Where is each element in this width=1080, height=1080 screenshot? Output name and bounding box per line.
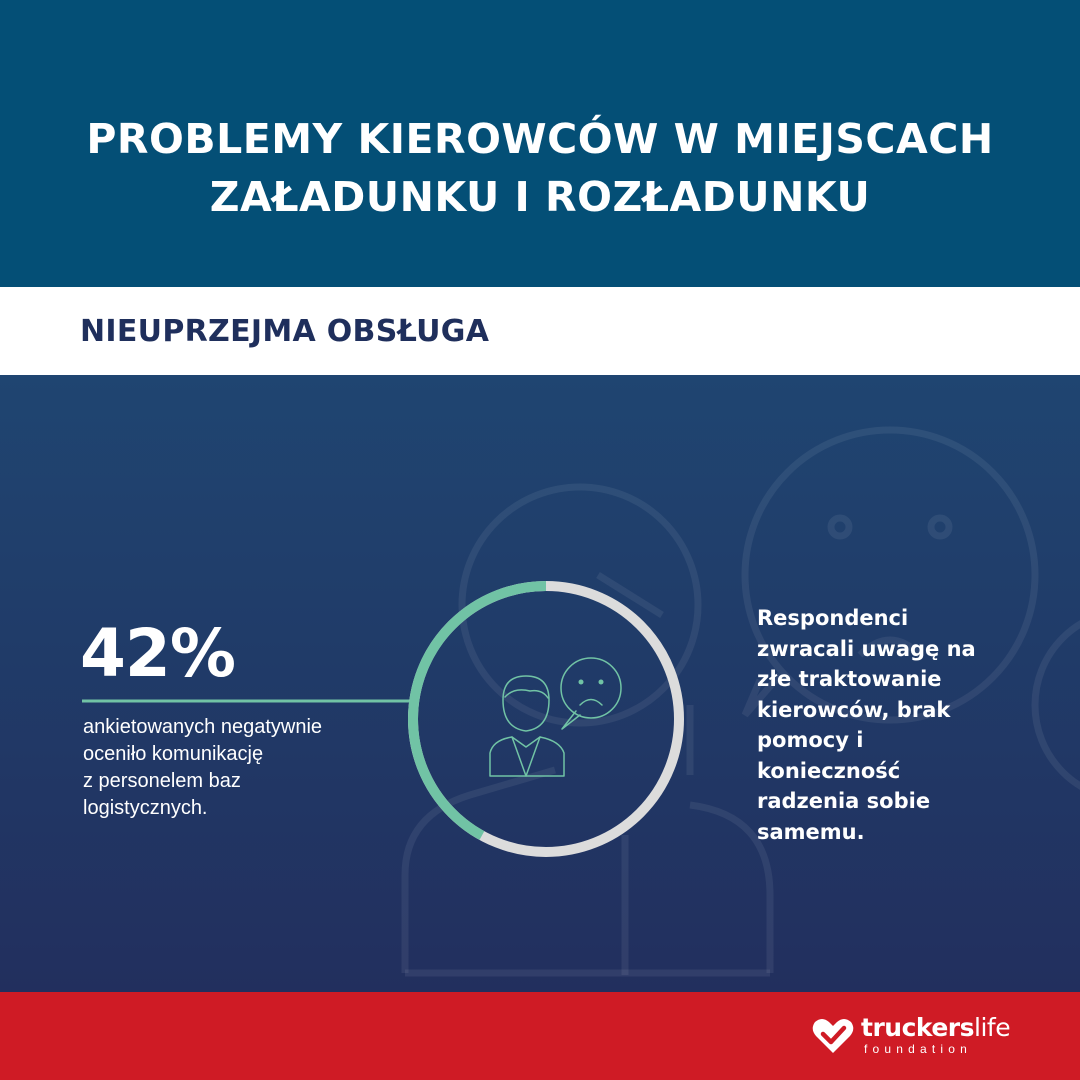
logo-wordmark <box>861 1013 1010 1043</box>
logo-word-truckers: truckers <box>861 1013 975 1042</box>
note-line: złe traktowanie <box>757 667 942 691</box>
note-line: pomocy i <box>757 728 864 752</box>
respondents-note <box>757 603 1007 847</box>
heart-check-icon <box>812 1017 854 1055</box>
stat-description-line: logistycznych. <box>83 797 208 819</box>
stat-description-line: ankietowanych negatywnie <box>83 716 323 738</box>
note-line: radzenia sobie <box>757 789 931 813</box>
note-line: samemu. <box>757 819 865 844</box>
truckerslife-logo[interactable] <box>812 1015 1012 1060</box>
logo-subtitle: foundation <box>864 1042 973 1056</box>
logo-word-life: life <box>974 1013 1011 1042</box>
page-title-line: ZAŁADUNKU I ROZŁADUNKU <box>209 173 871 221</box>
donut-value-arc <box>413 586 546 836</box>
stat-percentage: 42% <box>80 615 235 692</box>
page-title-line: PROBLEMY KIEROWCÓW W MIEJSCACH <box>86 115 994 163</box>
note-line: konieczność <box>757 758 901 783</box>
note-line: zwracali uwagę na <box>757 636 976 661</box>
note-line: Respondenci <box>757 606 909 630</box>
section-title: NIEUPRZEJMA OBSŁUGA <box>80 314 490 349</box>
note-line: kierowców, brak <box>757 697 951 722</box>
person-with-sad-speech-bubble-icon <box>490 658 621 776</box>
stat-description-line: oceniło komunikację <box>83 743 264 765</box>
stat-description-line: z personelem baz <box>83 770 241 792</box>
